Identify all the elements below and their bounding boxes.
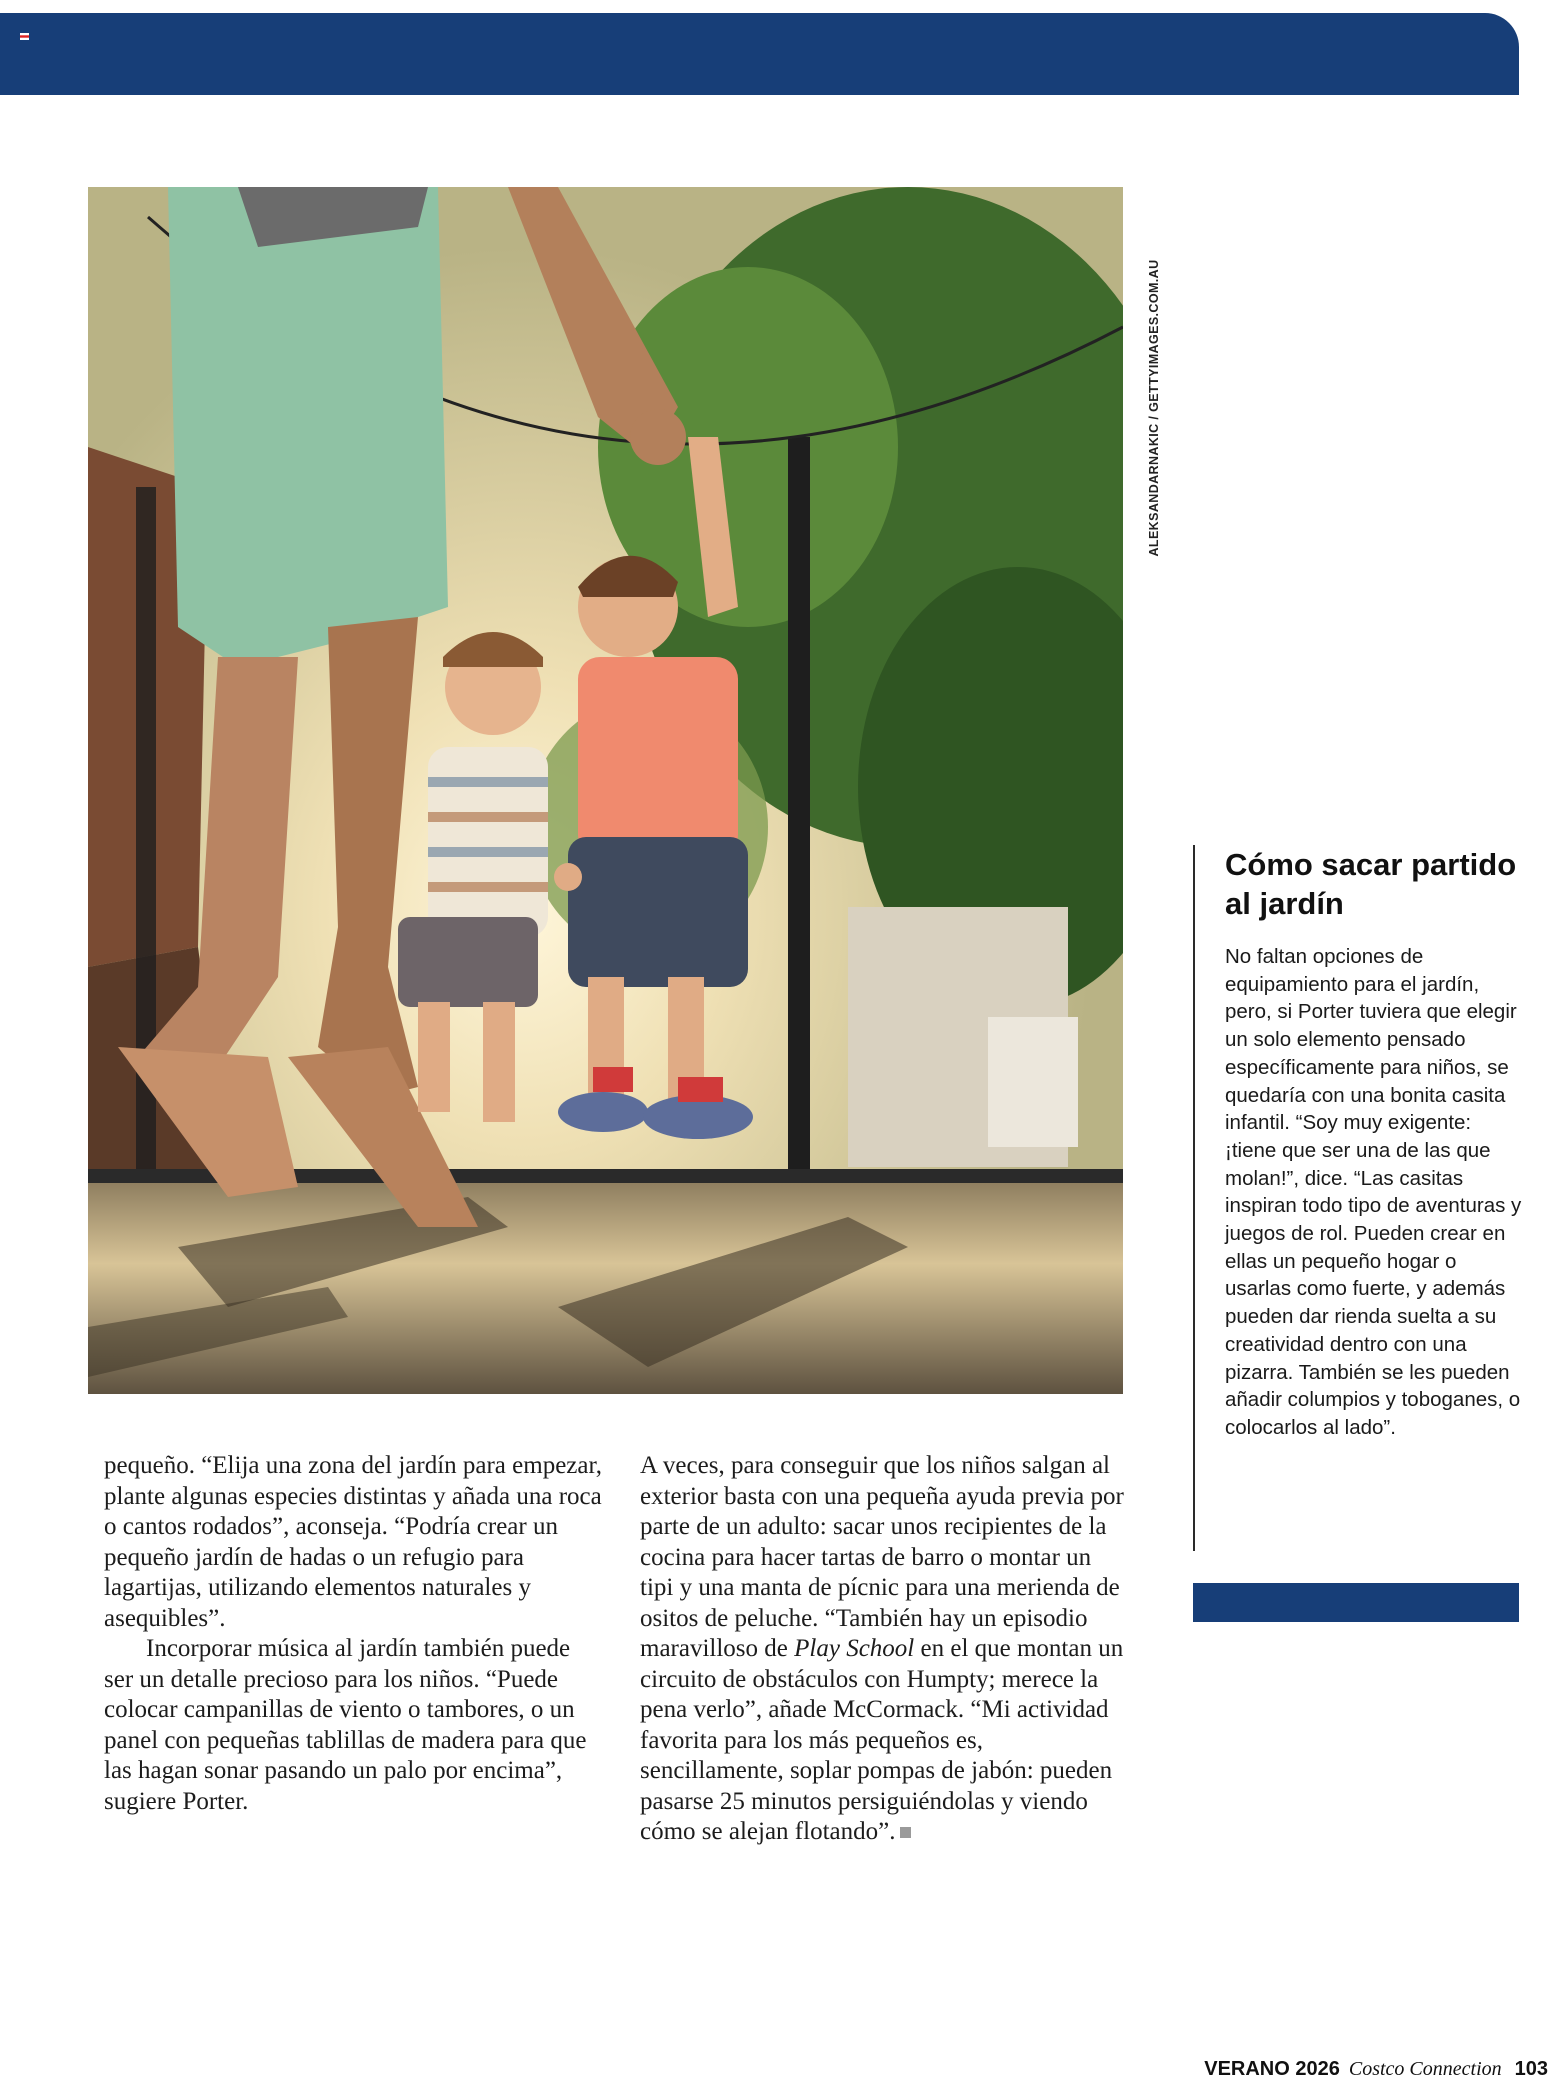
article-paragraph [640, 1451, 1130, 1848]
photo-credit-text: ALEKSANDARNAKIC / GETTYIMAGES.COM.AU [1147, 259, 1161, 557]
sidebar-paragraph: No faltan opciones de equipamiento para el jardín, pero, si Porter tuviera que elegir un solo elemento pensado específicamente para niños, se quedaría con una bonita casita infantil. “Soy muy exigente: ¡tiene que ser una de las que molan!”, dice. “Las casitas inspiran todo tipo de aventuras y juegos de rol. Pueden crear en ellas un pequeño hogar o usarlas como fuerte, y además pueden dar rienda suelta a su creatividad dentro con una pizarra. También se les pueden añadir columpios y toboganes, o colocarlos al lado”. [1225, 945, 1522, 1439]
article-paragraph: pequeño. “Elija una zona del jardín para empezar, plante algunas especies distintas y añada una roca o cantos rodados”, aconseja. “Podría crear un pequeño jardín de hadas o un refugio para lagartijas, utilizando elementos naturales y asequibles”. [104, 1452, 603, 1632]
end-mark-icon [900, 1827, 911, 1838]
header-band [0, 13, 1519, 95]
page-footer [1204, 2058, 1548, 2081]
article-text-part: A veces, para conseguir que los niños salgan al exterior basta con una pequeña ayuda previa por parte de un adulto: sacar unos recipientes de la cocina para hacer tartas de barro o montar un tipi y una manta de pícnic para una merienda de ositos de peluche. “También hay un episodio maravilloso de [640, 1452, 1124, 1662]
footer-magazine: Costco Connection [1348, 2058, 1502, 2080]
show-title: Play School [794, 1635, 915, 1662]
article-paragraph: Incorporar música al jardín también puede ser un detalle precioso para los niños. “Puede colocar campanillas de viento o tambores, o un panel con pequeñas tablillas de madera para que las hagan sonar pasando un palo por encima”, sugiere Porter. [104, 1635, 587, 1815]
sidebar-title: Cómo sacar partido al jardín [1225, 847, 1517, 921]
sidebar-box [1193, 845, 1521, 1551]
footer-season: VERANO 2026 [1204, 2058, 1340, 2080]
article-text-part: en el que montan un circuito de obstáculos con Humpty; merece la pena verlo”, añade McCormack. “Mi actividad favorita para los más pequeños es, sencillamente, soplar pompas de jabón: pueden pasarse 25 minutos persiguiéndolas y viendo cómo se alejan flotando”. [640, 1635, 1124, 1845]
page-number: 103 [1514, 2058, 1548, 2080]
sidebar-body [1225, 943, 1525, 1442]
flag-icon [20, 33, 29, 40]
article-column-1 [104, 1451, 604, 1817]
trampoline-photo [88, 187, 1123, 1394]
article-column-2 [640, 1451, 1130, 1848]
sidebar-bottom-bar [1193, 1583, 1519, 1622]
photo-credit [1146, 250, 1162, 566]
